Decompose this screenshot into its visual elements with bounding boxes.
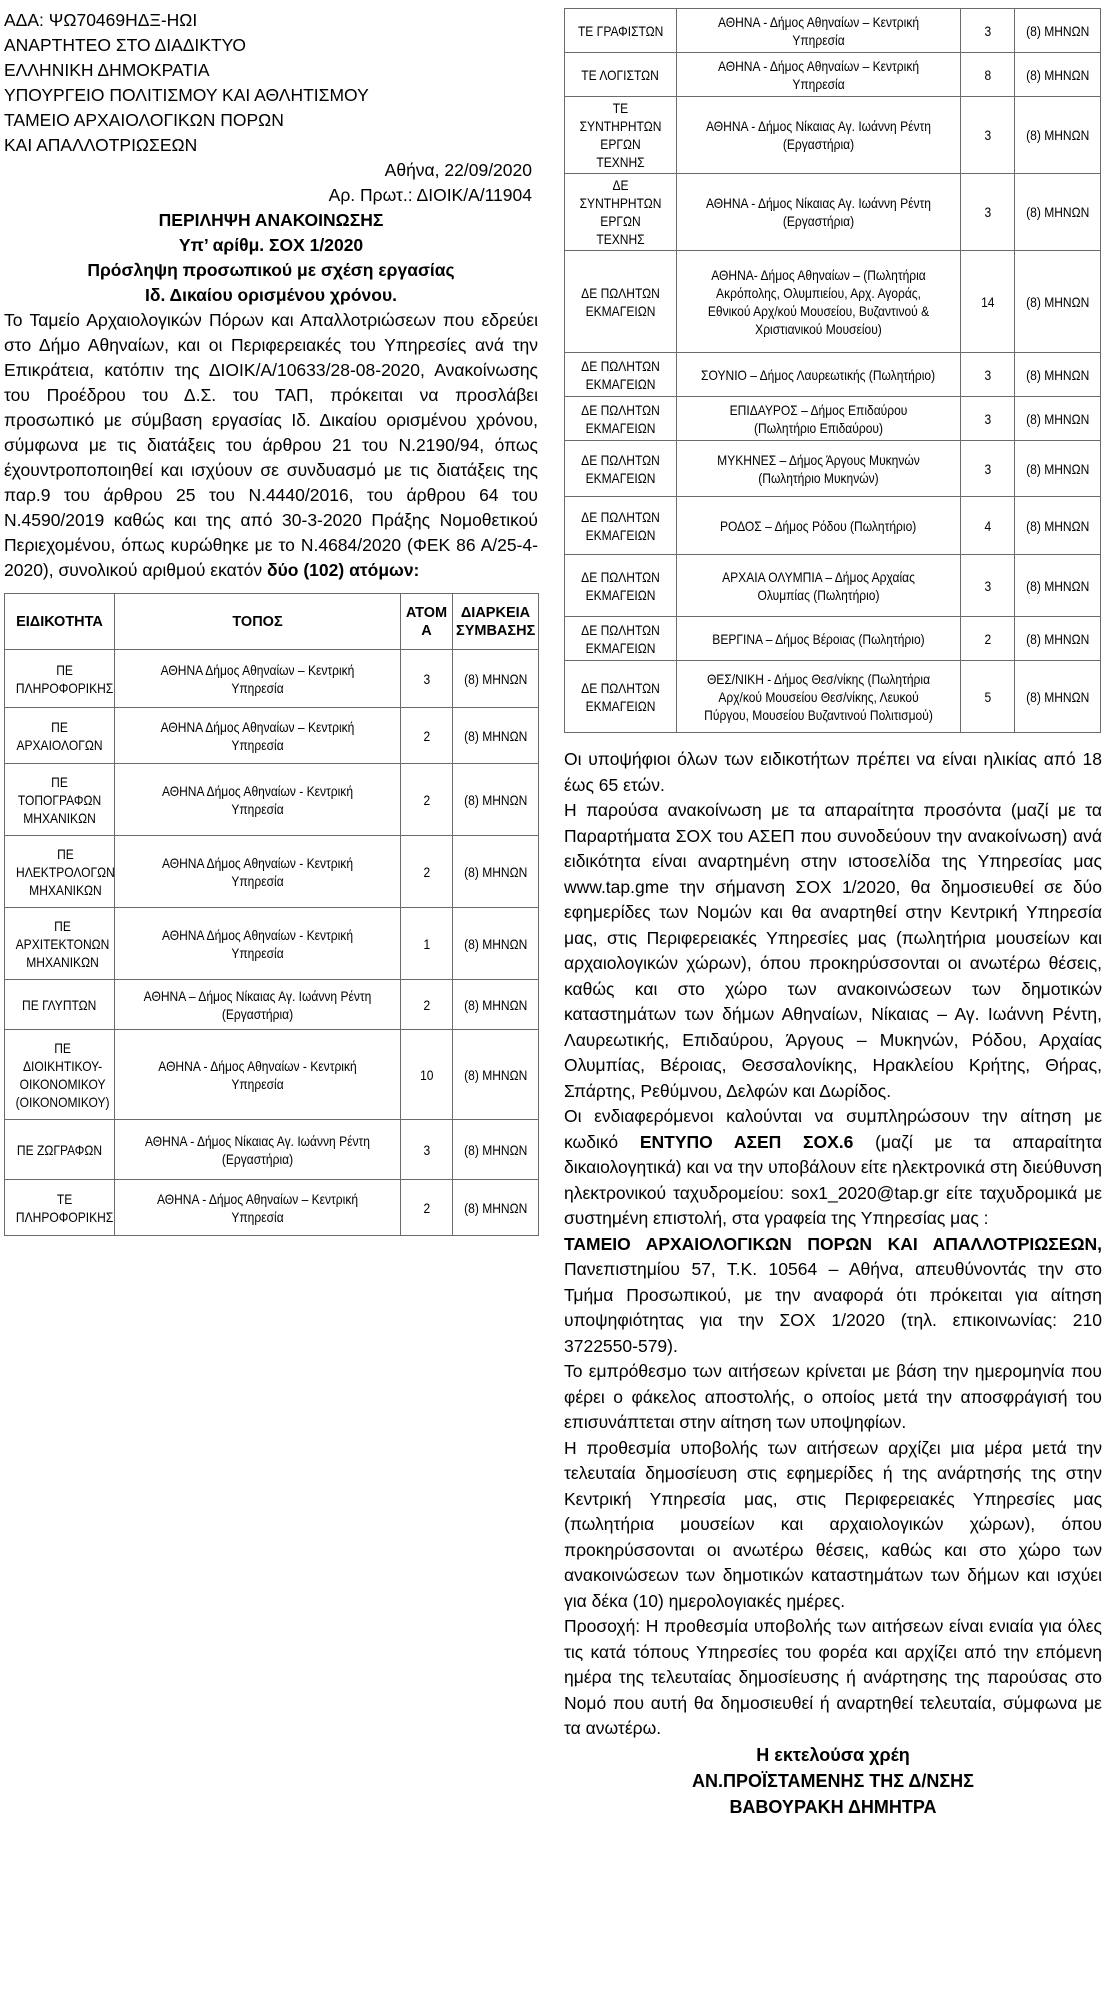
address-org: ΤΑΜΕΙΟ ΑΡΧΑΙΟΛΟΓΙΚΩΝ ΠΟΡΩΝ ΚΑΙ ΑΠΑΛΛΟΤΡΙΩΣΕΩΝ, — [564, 1233, 1102, 1254]
duration-cell-text: (8) ΜΗΝΩΝ — [463, 935, 528, 952]
duration-cell — [1015, 441, 1101, 497]
specialty-cell — [565, 353, 677, 397]
place-cell-text: ΑΡΧΑΙΑ ΟΛΥΜΠΙΑ – Δήμος Αρχαίας Ολυμπίας (Πωλητήριο) — [722, 568, 915, 603]
specialty-cell-text: ΠΕ ΗΛΕΚΤΡΟΛΟΓΩΝ ΜΗΧΑΝΙΚΩΝ — [16, 845, 115, 898]
count-cell-text: 3 — [984, 410, 991, 427]
table-header-row — [5, 594, 539, 650]
specialty-cell-text: ΠΕ ΤΟΠΟΓΡΑΦΩΝ ΜΗΧΑΝΙΚΩΝ — [17, 773, 102, 826]
count-cell-text: 2 — [423, 791, 430, 808]
place-cell — [115, 836, 401, 908]
internet-notice: ΑΝΑΡΤΗΤΕΟ ΣΤΟ ΔΙΑΔΙΚΤΥΟ — [4, 35, 246, 55]
place-cell-text: ΑΘΗΝΑ - Δήμος Αθηναίων – Κεντρική Υπηρεσία — [717, 13, 920, 48]
duration-cell — [1015, 397, 1101, 441]
duration-cell — [1015, 497, 1101, 555]
specialty-cell — [565, 174, 677, 251]
count-cell-text: 14 — [980, 293, 995, 310]
count-cell — [961, 397, 1015, 441]
duration-cell-text: (8) ΜΗΝΩΝ — [463, 791, 528, 808]
place-cell — [677, 251, 961, 353]
duration-cell — [453, 708, 539, 764]
duration-cell — [453, 650, 539, 708]
place-cell-text: ΡΟΔΟΣ – Δήμος Ρόδου (Πωλητήριο) — [720, 517, 917, 534]
application-text-b: (μαζί με τα απαραίτητα δικαιολογητικά) και να την υποβάλουν είτε ηλεκτρονικά στη διεύθυνση ηλεκτρονικού ταχυδρομείου: sox1_2020@tap.gr είτε ταχυδρομικά με συστημένη επιστολή, στα γραφεία της Υπηρεσίας μας : — [564, 1131, 1102, 1228]
specialty-cell-text: ΔΕ ΠΩΛΗΤΩΝ ΕΚΜΑΓΕΙΩΝ — [581, 568, 660, 603]
duration-cell-text: (8) ΜΗΝΩΝ — [1025, 688, 1090, 705]
specialty-cell — [5, 980, 115, 1030]
count-cell-text: 2 — [423, 863, 430, 880]
table-row — [5, 650, 539, 708]
count-cell — [961, 617, 1015, 661]
table-row — [5, 908, 539, 980]
count-cell — [961, 555, 1015, 617]
table-row — [5, 1180, 539, 1236]
count-cell-text: 2 — [423, 727, 430, 744]
specialty-cell-text: ΠΕ ΔΙΟΙΚΗΤΙΚΟΥ-ΟΙΚΟΝΟΜΙΚΟΥ (ΟΙΚΟΝΟΜΙΚΟΥ) — [15, 1039, 110, 1110]
place-cell — [677, 9, 961, 53]
duration-cell — [1015, 251, 1101, 353]
place-cell-text: ΑΘΗΝΑ - Δήμος Νίκαιας Αγ. Ιωάννη Ρέντη (Εργαστήρια) — [145, 1132, 370, 1167]
count-cell — [961, 497, 1015, 555]
announcement-title: ΠΕΡΙΛΗΨΗ ΑΝΑΚΟΙΝΩΣΗΣ — [158, 210, 384, 230]
specialty-cell-text: ΤΕ ΛΟΓΙΣΤΩΝ — [581, 66, 660, 83]
count-cell — [961, 53, 1015, 97]
specialty-cell — [5, 708, 115, 764]
place-cell — [677, 617, 961, 661]
duration-cell — [453, 1180, 539, 1236]
duration-cell — [1015, 353, 1101, 397]
place-cell — [677, 397, 961, 441]
col-header-count: ΑΤΟΜ Α — [401, 594, 453, 650]
duration-cell-text: (8) ΜΗΝΩΝ — [1025, 127, 1090, 143]
application-text-a: Οι ενδιαφερόμενοι καλούνται να συμπληρώσουν την αίτηση με κωδικό — [564, 1106, 1102, 1152]
count-cell-text: 3 — [984, 577, 991, 594]
count-cell-text: 2 — [423, 1199, 430, 1216]
specialty-cell — [565, 661, 677, 733]
duration-cell — [453, 1120, 539, 1180]
specialty-cell — [565, 397, 677, 441]
place-cell-text: ΑΘΗΝΑ - Δήμος Αθηναίων - Κεντρική Υπηρεσία — [158, 1057, 357, 1092]
specialty-cell-text: ΔΕ ΠΩΛΗΤΩΝ ΕΚΜΑΓΕΙΩΝ — [581, 451, 660, 486]
table-row — [565, 661, 1101, 733]
duration-cell-text: (8) ΜΗΝΩΝ — [1025, 517, 1090, 534]
place-cell-text: ΑΘΗΝΑ - Δήμος Νίκαιας Αγ. Ιωάννη Ρέντη (Εργαστήρια) — [706, 118, 931, 152]
place-cell-text: ΘΕΣ/ΝΙΚΗ - Δήμος Θεσ/νίκης (Πωλητήρια Αρχ/κού Μουσείου Θεσ/νίκης, Λευκού Πύργου, Μουσείου Βυζαντινού Πολιτισμού) — [704, 670, 933, 723]
duration-cell — [453, 836, 539, 908]
publication-paragraph: Η παρούσα ανακοίνωση με τα απαραίτητα προσόντα (μαζί με τα Παραρτήματα ΣΟΧ του ΑΣΕΠ που συνοδεύουν την ανακοίνωση) ανά ειδικότητα είναι αναρτημένη στην ιστοσελίδα της Υπηρεσίας μας www.tap.gme την σήμανση ΣΟΧ 1/2020, θα δημοσιευθεί σε δύο εφημερίδες των Νομών και θα αναρτηθεί στην Κεντρική Υπηρεσία μας, στις Περιφερειακές Υπηρεσίες μας (πωλητήρια μουσείων και αρχαιολογικών χώρων), όπου προκηρύσσονται οι ανωτέρω θέσεις, καθώς και στο χώρο των ανακοινώσεων των δημοτικών καταστημάτων των δήμων Αθηναίων, Νίκαιας – Αγ. Ιωάννη Ρέντη, Λαυρεωτικής, Επιδαύρου, Άργους – Μυκηνών, Ρόδου, Αρχαίας Ολυμπίας, Βέροιας, Θεσσαλονίκης, Ηρακλείου Κρήτης, Θήρας, Σπάρτης, Ρεθύμνου, Δελφών και Δωρίδος. — [564, 800, 1102, 1101]
place-cell-text: ΑΘΗΝΑ - Δήμος Αθηναίων – Κεντρική Υπηρεσία — [717, 57, 920, 92]
place-cell-text: ΑΘΗΝΑ - Δήμος Νίκαιας Αγ. Ιωάννη Ρέντη (Εργαστήρια) — [706, 195, 931, 229]
specialty-cell — [5, 650, 115, 708]
place-cell — [677, 97, 961, 174]
duration-cell — [453, 908, 539, 980]
table-row — [5, 1030, 539, 1120]
count-cell — [401, 650, 453, 708]
specialty-cell — [565, 53, 677, 97]
place-cell — [115, 1180, 401, 1236]
specialty-cell — [565, 97, 677, 174]
duration-cell-text: (8) ΜΗΝΩΝ — [463, 1199, 528, 1216]
place-cell-text: ΑΘΗΝΑ - Δήμος Αθηναίων – Κεντρική Υπηρεσία — [156, 1190, 359, 1225]
place-cell — [115, 708, 401, 764]
issue-date: Αθήνα, 22/09/2020 — [384, 160, 532, 180]
place-cell-text: ΑΘΗΝΑ Δήμος Αθηναίων – Κεντρική Υπηρεσία — [160, 661, 355, 696]
duration-cell-text: (8) ΜΗΝΩΝ — [463, 863, 528, 880]
duration-cell — [453, 1030, 539, 1120]
specialty-cell-text: ΔΕ ΠΩΛΗΤΩΝ ΕΚΜΑΓΕΙΩΝ — [581, 357, 660, 392]
count-cell-text: 3 — [423, 1141, 430, 1158]
timeliness-paragraph: Το εμπρόθεσμο των αιτήσεων κρίνεται με βάση την ημερομηνία που φέρει ο φάκελος αποστολής, ο οποίος μετά την αποσφράγισή του επισυνάπτεται στην αίτηση των υποψηφίων. — [564, 1361, 1102, 1432]
table-row — [565, 174, 1101, 251]
specialty-cell-text: ΠΕ ΓΛΥΠΤΩΝ — [22, 996, 97, 1013]
duration-cell — [1015, 97, 1101, 174]
place-cell — [115, 980, 401, 1030]
count-cell-text: 3 — [984, 204, 991, 220]
address-paragraph — [564, 1232, 1102, 1360]
signature-role: Η εκτελούσα χρέη — [756, 1744, 910, 1765]
fund-name-line1: ΤΑΜΕΙΟ ΑΡΧΑΙΟΛΟΓΙΚΩΝ ΠΟΡΩΝ — [4, 110, 284, 130]
place-cell-text: ΜΥΚΗΝΕΣ – Δήμος Άργους Μυκηνών (Πωλητήριο Μυκηνών) — [717, 451, 920, 486]
count-cell — [401, 1030, 453, 1120]
table-row — [565, 53, 1101, 97]
announcement-subject: Πρόσληψη προσωπικού με σχέση εργασίας — [87, 260, 455, 280]
table-row — [565, 9, 1101, 53]
count-cell — [401, 1180, 453, 1236]
place-cell-text: ΑΘΗΝΑ Δήμος Αθηναίων – Κεντρική Υπηρεσία — [160, 718, 355, 753]
place-cell — [115, 1120, 401, 1180]
specialty-cell — [565, 617, 677, 661]
right-column — [564, 8, 1102, 1820]
place-cell-text: ΑΘΗΝΑ- Δήμος Αθηναίων – (Πωλητήρια Ακρόπολης, Ολυμπιείου, Αρχ. Αγοράς, Εθνικού Αρχ/κού Μουσείου, Βυζαντινού & Χριστιανικού Μουσείου) — [707, 266, 930, 337]
protocol-number: Αρ. Πρωτ.: ΔΙΟΙΚ/Α/11904 — [328, 185, 532, 205]
place-cell-text: ΑΘΗΝΑ Δήμος Αθηναίων - Κεντρική Υπηρεσία — [161, 782, 354, 817]
count-cell — [401, 708, 453, 764]
table-row — [5, 980, 539, 1030]
specialty-cell-text: ΔΕ ΠΩΛΗΤΩΝ ΕΚΜΑΓΕΙΩΝ — [581, 621, 660, 656]
application-form-code: ΕΝΤΥΠΟ ΑΣΕΠ ΣΟΧ.6 — [639, 1131, 854, 1152]
duration-cell-text: (8) ΜΗΝΩΝ — [1025, 22, 1090, 39]
count-cell — [961, 441, 1015, 497]
duration-cell-text: (8) ΜΗΝΩΝ — [1025, 66, 1090, 83]
place-cell — [677, 441, 961, 497]
count-cell-text: 3 — [984, 22, 991, 39]
place-cell — [115, 650, 401, 708]
ministry-name: ΥΠΟΥΡΓΕΙΟ ΠΟΛΙΤΙΣΜΟΥ ΚΑΙ ΑΘΛΗΤΙΣΜΟΥ — [4, 85, 369, 105]
count-cell-text: 3 — [423, 670, 430, 687]
application-paragraph — [564, 1104, 1102, 1232]
specialty-cell-text: ΤΕ ΠΛΗΡΟΦΟΡΙΚΗΣ — [15, 1190, 114, 1225]
count-cell — [401, 836, 453, 908]
duration-cell-text: (8) ΜΗΝΩΝ — [463, 670, 528, 687]
count-cell — [401, 908, 453, 980]
duration-cell-text: (8) ΜΗΝΩΝ — [1025, 410, 1090, 427]
count-cell — [961, 353, 1015, 397]
count-cell-text: 3 — [984, 127, 991, 143]
republic-name: ΕΛΛΗΝΙΚΗ ΔΗΜΟΚΡΑΤΙΑ — [4, 60, 210, 80]
duration-cell-text: (8) ΜΗΝΩΝ — [1025, 204, 1090, 220]
place-cell — [677, 53, 961, 97]
table-row — [5, 708, 539, 764]
left-column — [4, 8, 538, 1236]
count-cell — [961, 174, 1015, 251]
place-cell — [677, 661, 961, 733]
place-cell — [677, 174, 961, 251]
specialty-cell-text: ΔΕ ΠΩΛΗΤΩΝ ΕΚΜΑΓΕΙΩΝ — [581, 401, 660, 436]
specialty-cell-text: ΠΕ ΑΡΧΙΤΕΚΤΟΝΩΝ ΜΗΧΑΝΙΚΩΝ — [15, 917, 110, 970]
duration-cell-text: (8) ΜΗΝΩΝ — [1025, 460, 1090, 477]
place-cell — [677, 555, 961, 617]
count-cell-text: 3 — [984, 366, 991, 383]
duration-cell — [1015, 174, 1101, 251]
specialty-cell — [5, 1180, 115, 1236]
specialty-cell — [565, 555, 677, 617]
fund-name-line2: ΚΑΙ ΑΠΑΛΛΟΤΡΙΩΣΕΩΝ — [4, 135, 198, 155]
count-cell — [401, 1120, 453, 1180]
table-row — [565, 617, 1101, 661]
table-row — [565, 441, 1101, 497]
duration-cell-text: (8) ΜΗΝΩΝ — [1025, 366, 1090, 383]
ada-code: ΑΔΑ: ΨΩ70469ΗΔΞ-ΗΩΙ — [4, 10, 198, 30]
place-cell-text: ΑΘΗΝΑ Δήμος Αθηναίων - Κεντρική Υπηρεσία — [161, 926, 354, 961]
table-row — [565, 555, 1101, 617]
age-paragraph: Οι υποψήφιοι όλων των ειδικοτήτων πρέπει να είναι ηλικίας από 18 έως 65 ετών. — [564, 749, 1102, 795]
specialty-cell-text: ΔΕ ΠΩΛΗΤΩΝ ΕΚΜΑΓΕΙΩΝ — [581, 508, 660, 543]
count-cell — [401, 764, 453, 836]
count-cell-text: 2 — [423, 996, 430, 1013]
positions-body-left — [5, 650, 539, 1236]
specialty-cell — [5, 1030, 115, 1120]
duration-cell-text: (8) ΜΗΝΩΝ — [1025, 630, 1090, 647]
specialty-cell — [565, 251, 677, 353]
specialty-cell-text: ΔΕ ΠΩΛΗΤΩΝ ΕΚΜΑΓΕΙΩΝ — [581, 284, 660, 319]
intro-total: δύο (102) ατόμων: — [267, 560, 420, 580]
positions-body-right — [565, 9, 1101, 733]
place-cell — [115, 908, 401, 980]
count-cell-text: 1 — [423, 935, 430, 952]
specialty-cell — [565, 441, 677, 497]
place-cell — [115, 1030, 401, 1120]
table-row — [565, 497, 1101, 555]
specialty-cell — [5, 836, 115, 908]
place-cell-text: ΣΟΥΝΙΟ – Δήμος Λαυρεωτικής (Πωλητήριο) — [701, 366, 936, 383]
announcement-subject-2: Ιδ. Δικαίου ορισμένου χρόνου. — [144, 285, 397, 305]
specialty-cell-text: ΔΕ ΣΥΝΤΗΡΗΤΩΝ ΕΡΓΩΝ ΤΕΧΝΗΣ — [579, 177, 662, 247]
duration-cell — [1015, 617, 1101, 661]
signature-name: ΒΑΒΟΥΡΑΚΗ ΔΗΜΗΤΡΑ — [729, 1796, 937, 1817]
place-cell — [115, 764, 401, 836]
specialty-cell — [5, 908, 115, 980]
table-row — [5, 764, 539, 836]
count-cell — [401, 980, 453, 1030]
specialty-cell-text: ΤΕ ΣΥΝΤΗΡΗΤΩΝ ΕΡΓΩΝ ΤΕΧΝΗΣ — [579, 100, 662, 170]
intro-paragraph — [4, 308, 538, 583]
specialty-cell — [5, 1120, 115, 1180]
table-row — [565, 97, 1101, 174]
place-cell — [677, 353, 961, 397]
specialty-cell-text: ΔΕ ΠΩΛΗΤΩΝ ΕΚΜΑΓΕΙΩΝ — [581, 679, 660, 714]
duration-cell — [1015, 53, 1101, 97]
col-header-duration: ΔΙΑΡΚΕΙΑ ΣΥΜΒΑΣΗΣ — [453, 594, 539, 650]
positions-table-left — [4, 593, 539, 1236]
count-cell — [961, 251, 1015, 353]
col-header-specialty: ΕΙΔΙΚΟΤΗΤΑ — [5, 594, 115, 650]
place-cell-text: ΕΠΙΔΑΥΡΟΣ – Δήμος Επιδαύρου (Πωλητήριο Επιδαύρου) — [729, 401, 908, 436]
count-cell — [961, 97, 1015, 174]
duration-cell-text: (8) ΜΗΝΩΝ — [463, 1141, 528, 1158]
duration-cell — [1015, 555, 1101, 617]
positions-table-right — [564, 8, 1101, 733]
table-row — [565, 397, 1101, 441]
col-header-place: ΤΟΠΟΣ — [115, 594, 401, 650]
count-cell — [961, 9, 1015, 53]
duration-cell-text: (8) ΜΗΝΩΝ — [1025, 577, 1090, 594]
place-cell-text: ΑΘΗΝΑ Δήμος Αθηναίων - Κεντρική Υπηρεσία — [161, 854, 354, 889]
duration-cell — [453, 764, 539, 836]
table-row — [565, 353, 1101, 397]
specialty-cell-text: ΠΕ ΑΡΧΑΙΟΛΟΓΩΝ — [16, 718, 103, 753]
duration-cell-text: (8) ΜΗΝΩΝ — [1025, 293, 1090, 310]
attention-paragraph: Προσοχή: Η προθεσμία υποβολής των αιτήσεων είναι ενιαία για όλες τις κατά τόπους Υπηρεσίες του φορέα και αρχίζει από την επόμενη ημέρα της τελευταίας δημοσίευσης ή ανάρτησης της παρούσας στο Νομό που αυτή θα δημοσιευθεί ή αναρτηθεί τελευταία, σύμφωνα με τα ανωτέρω. — [564, 1616, 1102, 1738]
count-cell-text: 8 — [984, 66, 991, 83]
duration-cell — [1015, 661, 1101, 733]
specialty-cell — [565, 497, 677, 555]
count-cell-text: 4 — [984, 517, 991, 534]
specialty-cell — [5, 764, 115, 836]
duration-cell-text: (8) ΜΗΝΩΝ — [463, 996, 528, 1013]
deadline-paragraph: Η προθεσμία υποβολής των αιτήσεων αρχίζει μια μέρα μετά την τελευταία δημοσίευση στις εφημερίδες ή της ανάρτησής της στην Κεντρική Υπηρεσία μας, στις Περιφερειακές Υπηρεσίες μας (πωλητήρια μουσείων και αρχαιολογικών χώρων), όπου προκηρύσσονται οι ανωτέρω θέσεις, καθώς και στο χώρο των ανακοινώσεων των δημοτικών καταστημάτων των δήμων και ισχύει για δέκα (10) ημερολογιακές ημέρες. — [564, 1437, 1102, 1611]
specialty-cell-text: ΤΕ ΓΡΑΦΙΣΤΩΝ — [577, 22, 664, 39]
specialty-cell-text: ΠΕ ΠΛΗΡΟΦΟΡΙΚΗΣ — [15, 661, 114, 696]
place-cell-text: ΒΕΡΓΙΝΑ – Δήμος Βέροιας (Πωλητήριο) — [712, 630, 925, 647]
count-cell — [961, 661, 1015, 733]
duration-cell-text: (8) ΜΗΝΩΝ — [463, 727, 528, 744]
count-cell-text: 3 — [984, 460, 991, 477]
place-cell — [677, 497, 961, 555]
specialty-cell-text: ΠΕ ΖΩΓΡΑΦΩΝ — [16, 1141, 103, 1158]
table-row — [5, 1120, 539, 1180]
duration-cell — [1015, 9, 1101, 53]
place-cell-text: ΑΘΗΝΑ – Δήμος Νίκαιας Αγ. Ιωάννη Ρέντη (Εργαστήρια) — [143, 987, 372, 1022]
count-cell-text: 2 — [984, 630, 991, 647]
header-block — [4, 8, 538, 583]
intro-text: Το Ταμείο Αρχαιολογικών Πόρων και Απαλλοτριώσεων που εδρεύει στο Δήμο Αθηναίων, και οι Περιφερειακές του Υπηρεσίες ανά την Επικράτεια, κατόπιν της ΔΙΟΙΚ/Α/10633/28-08-2020, Ανακοίνωσης του Προέδρου του Δ.Σ. του ΤΑΠ, πρόκειται να προσλάβει προσωπικό με σύμβαση εργασίας Ιδ. Δικαίου ορισμένου χρόνου, σύμφωνα με τις διατάξεις του άρθρου 21 του Ν.2190/94, όπως έχουντροποποιηθεί και ισχύουν σε συνδυασμό με τις διατάξεις της παρ.9 του άρθρου 25 του Ν.4440/2016, του άρθρου 64 του Ν.4590/2019 καθώς και της από 30-3-2020 Πράξης Νομοθετικού Περιεχομένου, όπως κυρώθηκε με το Ν.4684/2020 (ΦΕΚ 86 Α/25-4-2020), συνολικού αριθμού εκατόν — [4, 310, 538, 580]
duration-cell-text: (8) ΜΗΝΩΝ — [463, 1066, 528, 1083]
count-cell-text: 10 — [419, 1066, 434, 1083]
count-cell-text: 5 — [984, 688, 991, 705]
address-text: Πανεπιστημίου 57, Τ.Κ. 10564 – Αθήνα, απευθύνοντάς την στο Τμήμα Προσωπικού, με την αναφορά ότι πρόκειται για αίτηση υποψηφιότητας για την ΣΟΧ 1/2020 (τηλ. επικοινωνίας: 210 3722550-579). — [564, 1259, 1102, 1356]
table-row — [5, 836, 539, 908]
duration-cell — [453, 980, 539, 1030]
table-row — [565, 251, 1101, 353]
specialty-cell — [565, 9, 677, 53]
announcement-number: Υπ’ αρίθμ. ΣΟΧ 1/2020 — [178, 235, 364, 255]
signature-title: ΑΝ.ΠΡΟΪΣΤΑΜΕΝΗΣ ΤΗΣ Δ/ΝΣΗΣ — [692, 1770, 974, 1791]
